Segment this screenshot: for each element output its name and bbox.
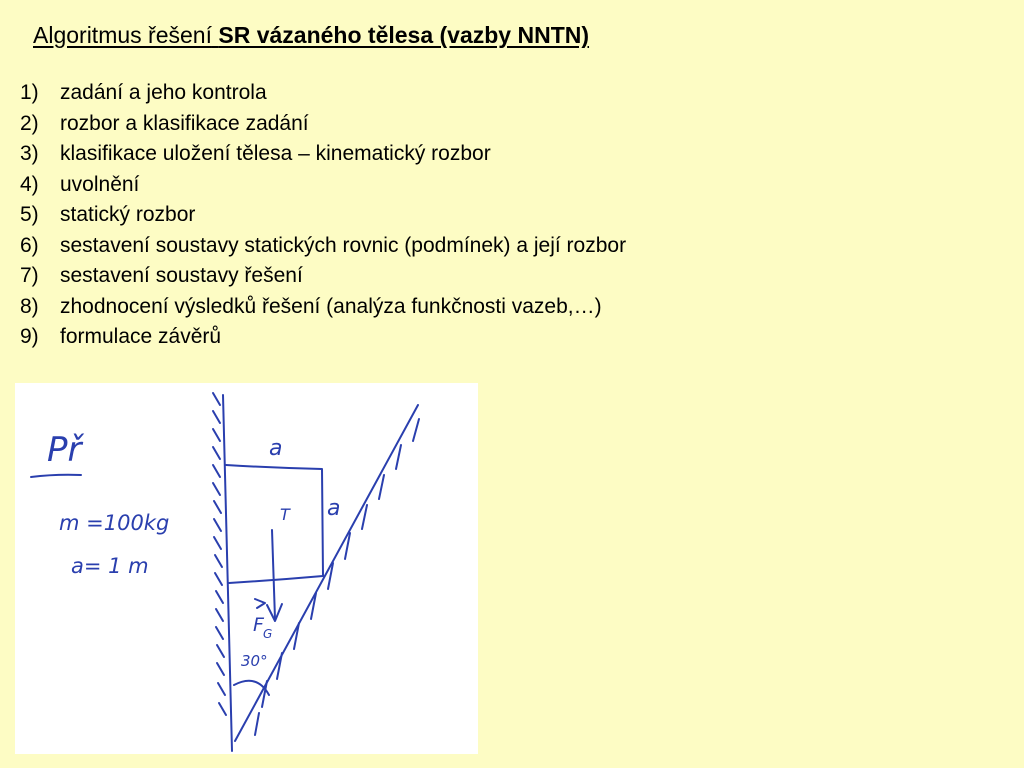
force-label: F — [253, 614, 264, 636]
step-text: sestavení soustavy řešení — [60, 264, 303, 287]
step-text: statický rozbor — [60, 203, 196, 226]
heading-underline — [31, 475, 81, 477]
step-text: uvolnění — [60, 172, 140, 196]
step-text: klasifikace uložení tělesa – kinematický rozbor — [60, 142, 491, 165]
incline-hatching — [255, 419, 419, 735]
sketch-mass: m =100kg — [59, 511, 170, 535]
step-text: rozbor a klasifikace zadání — [60, 111, 309, 135]
handwritten-sketch — [15, 383, 478, 754]
angle-label: 30° — [241, 652, 268, 670]
list-item — [20, 261, 626, 292]
centroid-label: T — [280, 505, 290, 524]
step-number: 2) — [20, 111, 39, 135]
step-text: sestavení soustavy statických rovnic (podmínek) a její rozbor — [60, 233, 627, 257]
side-label-right: a — [327, 496, 341, 521]
list-item — [20, 231, 626, 262]
step-text: zhodnocení výsledků řešení (analýza funkčnosti vazeb,…) — [60, 294, 602, 318]
inclined-plane — [235, 405, 418, 741]
force-vector-mark — [255, 599, 265, 608]
list-item — [20, 78, 626, 109]
list-item — [20, 170, 626, 201]
weight-force-arrow — [272, 530, 275, 619]
list-item — [20, 139, 626, 170]
step-number: 7) — [20, 264, 39, 287]
block — [226, 465, 323, 583]
force-subscript: G — [263, 627, 273, 641]
algorithm-steps — [20, 78, 626, 353]
list-item — [20, 109, 626, 140]
step-number: 6) — [20, 233, 39, 257]
page-title — [33, 22, 589, 49]
step-number: 3) — [20, 142, 39, 165]
side-label-top: a — [269, 436, 283, 461]
title-prefix: Algoritmus řešení — [33, 22, 212, 48]
sketch-heading: Př — [47, 430, 82, 470]
step-text: zadání a jeho kontrola — [60, 81, 267, 104]
vertical-wall — [223, 395, 232, 751]
title-bold: SR vázaného tělesa (vazby NNTN) — [218, 22, 590, 48]
list-item — [20, 322, 626, 353]
step-text: formulace závěrů — [60, 325, 222, 348]
sketch-side: a= 1 m — [71, 554, 149, 578]
step-number: 8) — [20, 294, 39, 318]
step-number: 5) — [20, 203, 39, 226]
step-number: 4) — [20, 172, 39, 196]
list-item — [20, 200, 626, 231]
list-item — [20, 292, 626, 323]
step-number: 1) — [20, 81, 39, 104]
step-number: 9) — [20, 325, 39, 348]
